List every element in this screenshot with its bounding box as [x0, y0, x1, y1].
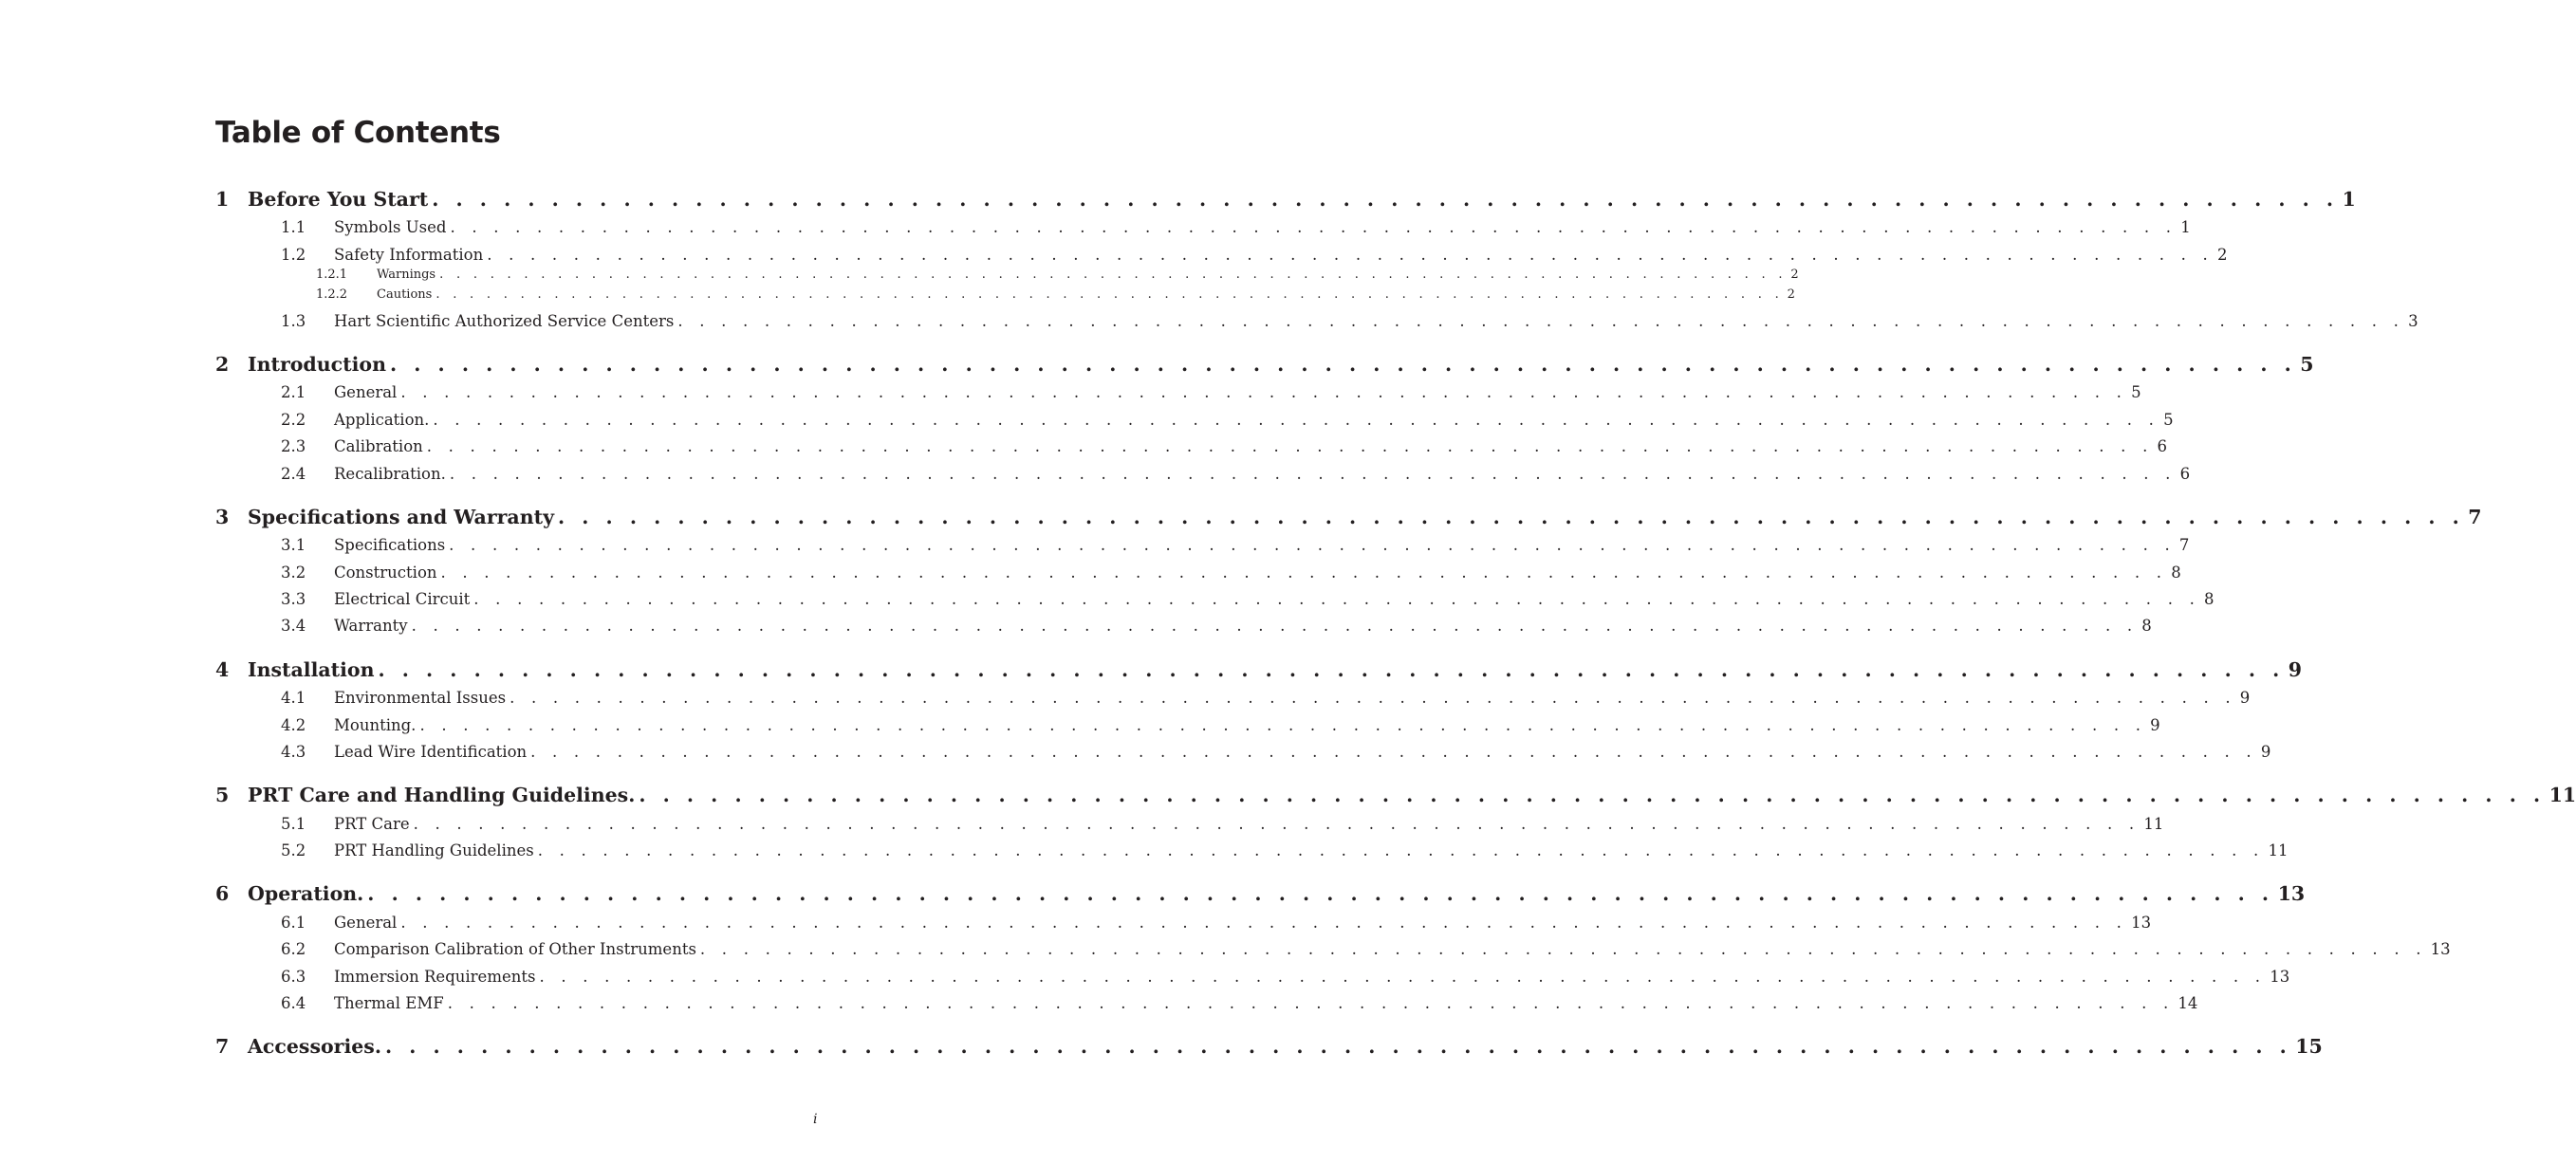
toc-entry-3-1[interactable]: [281, 534, 2190, 557]
toc-entry-title: Immersion Requirements: [334, 968, 536, 986]
toc-entry-title: Cautions: [377, 287, 433, 302]
toc-leader-dots: . . . . . . . . . . . . . . . . . . . . . . . . . . . . . . . . . . . . . . . . . . . . . . . . . . . . . . . . . . . . . . . . . . . . . . . . . . . . . . . .: [436, 287, 1784, 302]
toc-leader-dots: . . . . . . . . . . . . . . . . . . . . . . . . . . . . . . . . . . . . . . . . . . . . . . . . . . . . . . . . . . . . . . . . . . . . . . . . . . . . . . . .: [677, 312, 2405, 330]
toc-leader-dots: . . . . . . . . . . . . . . . . . . . . . . . . . . . . . . . . . . . . . . . . . . . . . . . . . . . . . . . . . . . . . . . . . . . . . . . . . . . . . . . .: [449, 465, 2177, 483]
toc-entry-title: Comparison Calibration of Other Instruments: [334, 940, 696, 958]
toc-entry-2-2[interactable]: [281, 409, 2174, 432]
toc-entry-title: Warranty: [334, 617, 408, 635]
toc-entry-page: 6: [2179, 465, 2191, 483]
toc-entry-number: 1.2: [281, 246, 306, 264]
toc-entry-title: Specifications and Warranty: [248, 506, 554, 528]
toc-leader-dots: . . . . . . . . . . . . . . . . . . . . . . . . . . . . . . . . . . . . . . . . . . . . . . . . . . . . . . . . . . . . . . . . . . . . . . . . . . . . . . . .: [510, 689, 2236, 707]
toc-entry-page: 13: [2430, 940, 2451, 958]
toc-entry-page: 7: [2178, 536, 2190, 554]
toc-entry-1-2-1[interactable]: [316, 267, 1799, 284]
toc-entry-number: 6.3: [281, 968, 306, 986]
toc-entry-number: 5.2: [281, 841, 306, 859]
toc-leader-dots: . . . . . . . . . . . . . . . . . . . . . . . . . . . . . . . . . . . . . . . . . . . . . . . . . . . . . . . . . . . . . . . . . . . . . . . . . . . . . . . .: [419, 716, 2147, 734]
toc-entry-3-4[interactable]: [281, 615, 2152, 637]
toc-entry-page: 9: [2239, 689, 2251, 707]
toc-entry-number: 3: [215, 506, 230, 528]
toc-entry-5[interactable]: [215, 782, 2576, 808]
toc-entry-4-3[interactable]: [281, 741, 2271, 764]
toc-entry-2-1[interactable]: [281, 381, 2141, 404]
toc-entry-5-1[interactable]: [281, 813, 2164, 836]
toc-entry-6[interactable]: [215, 880, 2306, 907]
toc-entry-title: Lead Wire Identification: [334, 743, 528, 761]
toc-entry-title: Calibration: [334, 437, 423, 455]
toc-entry-title: PRT Care: [334, 815, 410, 833]
toc-leader-dots: . . . . . . . . . . . . . . . . . . . . . . . . . . . . . . . . . . . . . . . . . . . . . . . . . . . . . . . . . . . . . . . . . . . . . . . . . . . . . . . .: [530, 743, 2257, 761]
toc-entry-title: General: [334, 383, 398, 401]
toc-entry-title: Mounting.: [334, 716, 417, 734]
toc-entry-page: 2: [2216, 246, 2228, 264]
toc-entry-page: 13: [2277, 882, 2306, 905]
toc-entry-4-1[interactable]: [281, 687, 2251, 710]
toc-leader-dots: . . . . . . . . . . . . . . . . . . . . . . . . . . . . . . . . . . . . . . . . . . . . . . . . . . . . . . . . . . . . . . . . . . . . . . . . . . . . . . . .: [440, 564, 2168, 582]
toc-entry-number: 6.1: [281, 914, 306, 932]
toc-leader-dots: . . . . . . . . . . . . . . . . . . . . . . . . . . . . . . . . . . . . . . . . . . . . . . . . . . . . . . . . . . . . . . . . . . . . . . . . . . . . . . . .: [447, 994, 2175, 1012]
toc-leader-dots: . . . . . . . . . . . . . . . . . . . . . . . . . . . . . . . . . . . . . . . . . . . . . . . . . . . . . . . . . . . . . . . . . . . . . . . . . . . . . . . .: [400, 383, 2128, 401]
toc-entry-number: 2.1: [281, 383, 306, 401]
toc-entry-title: Before You Start: [248, 188, 429, 211]
toc-entry-title: Application.: [334, 411, 430, 429]
toc-leader-dots: . . . . . . . . . . . . . . . . . . . . . . . . . . . . . . . . . . . . . . . . . . . . . . . . . . . . . . . . . . . . . . . . . . . . . . . . . . . . . . . .: [487, 246, 2214, 264]
toc-entry-page: 9: [2288, 658, 2303, 681]
toc-entry-1-3[interactable]: [281, 310, 2418, 333]
toc-entry-6-4[interactable]: [281, 992, 2198, 1015]
toc-entry-page: 3: [2408, 312, 2418, 330]
toc-leader-dots: . . . . . . . . . . . . . . . . . . . . . . . . . . . . . . . . . . . . . . . . . . . . . . . . . . . . . . . . . . . . . . . . . . . . . . . . . . . . . . . .: [537, 841, 2265, 859]
toc-entry-number: 1.2.2: [316, 287, 348, 302]
toc-leader-dots: . . . . . . . . . . . . . . . . . . . . . . . . . . . . . . . . . . . . . . . . . . . . . . . . . . . . . . . . . . . . . . . . . . . . . . . . . . . . . . . .: [639, 784, 2546, 806]
toc-entry-title: PRT Handling Guidelines: [334, 841, 534, 859]
toc-entry-1-2[interactable]: [281, 244, 2228, 267]
toc-leader-dots: . . . . . . . . . . . . . . . . . . . . . . . . . . . . . . . . . . . . . . . . . . . . . . . . . . . . . . . . . . . . . . . . . . . . . . . . . . . . . . . .: [539, 968, 2267, 986]
toc-entry-page: 5: [2300, 353, 2314, 376]
toc-entry-6-2[interactable]: [281, 938, 2451, 961]
toc-entry-number: 5.1: [281, 815, 306, 833]
toc-entry-2-4[interactable]: [281, 463, 2191, 486]
toc-entry-number: 6.4: [281, 994, 306, 1012]
toc-entry-title: Safety Information: [334, 246, 484, 264]
toc-entry-1-2-2[interactable]: [316, 286, 1795, 304]
toc-entry-number: 6.2: [281, 940, 306, 958]
toc-entry-number: 2.4: [281, 465, 306, 483]
toc-entry-2[interactable]: [215, 351, 2314, 378]
toc-entry-number: 5: [215, 784, 230, 806]
toc-leader-dots: . . . . . . . . . . . . . . . . . . . . . . . . . . . . . . . . . . . . . . . . . . . . . . . . . . . . . . . . . . . . . . . . . . . . . . . . . . . . . . . .: [426, 437, 2154, 455]
toc-entry-number: 4.1: [281, 689, 306, 707]
toc-entry-page: 11: [2268, 841, 2289, 859]
toc-leader-dots: . . . . . . . . . . . . . . . . . . . . . . . . . . . . . . . . . . . . . . . . . . . . . . . . . . . . . . . . . . . . . . . . . . . . . . . . . . . . . . . .: [449, 536, 2176, 554]
toc-entry-number: 2.2: [281, 411, 306, 429]
toc-entry-page: 8: [2141, 617, 2152, 635]
page-title: Table of Contents: [215, 116, 501, 150]
toc-entry-1[interactable]: [215, 186, 2356, 212]
toc-entry-number: 3.2: [281, 564, 306, 582]
toc-entry-page: 2: [1787, 287, 1795, 302]
toc-entry-number: 7: [215, 1035, 230, 1058]
toc-entry-page: 9: [2150, 716, 2160, 734]
toc-entry-title: Installation: [248, 658, 375, 681]
toc-leader-dots: . . . . . . . . . . . . . . . . . . . . . . . . . . . . . . . . . . . . . . . . . . . . . . . . . . . . . . . . . . . . . . . . . . . . . . . . . . . . . . . .: [378, 658, 2285, 681]
toc-entry-title: Accessories.: [248, 1035, 381, 1058]
toc-entry-page: 8: [2171, 564, 2181, 582]
toc-leader-dots: . . . . . . . . . . . . . . . . . . . . . . . . . . . . . . . . . . . . . . . . . . . . . . . . . . . . . . . . . . . . . . . . . . . . . . . . . . . . . . . .: [400, 914, 2128, 932]
toc-entry-page: 15: [2295, 1035, 2323, 1058]
page-folio: i: [813, 1112, 818, 1127]
toc-leader-dots: . . . . . . . . . . . . . . . . . . . . . . . . . . . . . . . . . . . . . . . . . . . . . . . . . . . . . . . . . . . . . . . . . . . . . . . . . . . . . . . .: [473, 590, 2201, 608]
toc-entry-page: 7: [2468, 506, 2482, 528]
toc-entry-3-3[interactable]: [281, 588, 2215, 611]
toc-leader-dots: . . . . . . . . . . . . . . . . . . . . . . . . . . . . . . . . . . . . . . . . . . . . . . . . . . . . . . . . . . . . . . . . . . . . . . . . . . . . . . . .: [384, 1035, 2292, 1058]
toc-entry-number: 4: [215, 658, 230, 681]
toc-entry-6-3[interactable]: [281, 966, 2290, 988]
toc-entry-title: Symbols Used: [334, 218, 447, 236]
toc-entry-page: 5: [2131, 383, 2141, 401]
toc-entry-title: Environmental Issues: [334, 689, 507, 707]
toc-entry-number: 3.1: [281, 536, 306, 554]
toc-entry-number: 1.3: [281, 312, 306, 330]
toc-entry-page: 1: [2180, 218, 2191, 236]
toc-entry-number: 3.3: [281, 590, 306, 608]
toc-entry-4-2[interactable]: [281, 714, 2160, 737]
toc-entry-6-1[interactable]: [281, 912, 2152, 934]
toc-entry-3[interactable]: [215, 504, 2482, 530]
toc-entry-number: 1.1: [281, 218, 306, 236]
toc-entry-title: PRT Care and Handling Guidelines.: [248, 784, 636, 806]
toc-leader-dots: . . . . . . . . . . . . . . . . . . . . . . . . . . . . . . . . . . . . . . . . . . . . . . . . . . . . . . . . . . . . . . . . . . . . . . . . . . . . . . . .: [432, 188, 2339, 211]
toc-entry-title: Thermal EMF: [334, 994, 444, 1012]
toc-leader-dots: . . . . . . . . . . . . . . . . . . . . . . . . . . . . . . . . . . . . . . . . . . . . . . . . . . . . . . . . . . . . . . . . . . . . . . . . . . . . . . . .: [390, 353, 2297, 376]
toc-entry-number: 4.2: [281, 716, 306, 734]
toc-entry-title: Recalibration.: [334, 465, 446, 483]
toc-entry-3-2[interactable]: [281, 562, 2181, 584]
toc-entry-number: 4.3: [281, 743, 306, 761]
toc-entry-7[interactable]: [215, 1033, 2323, 1060]
toc-entry-5-2[interactable]: [281, 840, 2289, 862]
toc-entry-title: Introduction: [248, 353, 386, 376]
toc-entry-title: Operation.: [248, 882, 364, 905]
toc-entry-title: General: [334, 914, 398, 932]
toc-entry-title: Hart Scientific Authorized Service Centers: [334, 312, 675, 330]
toc-entry-page: 6: [2157, 437, 2168, 455]
toc-entry-title: Specifications: [334, 536, 446, 554]
toc-entry-page: 2: [1790, 268, 1799, 282]
toc-leader-dots: . . . . . . . . . . . . . . . . . . . . . . . . . . . . . . . . . . . . . . . . . . . . . . . . . . . . . . . . . . . . . . . . . . . . . . . . . . . . . . . .: [558, 506, 2465, 528]
toc-leader-dots: . . . . . . . . . . . . . . . . . . . . . . . . . . . . . . . . . . . . . . . . . . . . . . . . . . . . . . . . . . . . . . . . . . . . . . . . . . . . . . . .: [450, 218, 2178, 236]
toc-entry-page: 5: [2163, 411, 2174, 429]
toc-entry-number: 2: [215, 353, 230, 376]
toc-leader-dots: . . . . . . . . . . . . . . . . . . . . . . . . . . . . . . . . . . . . . . . . . . . . . . . . . . . . . . . . . . . . . . . . . . . . . . . . . . . . . . . .: [699, 940, 2427, 958]
toc-leader-dots: . . . . . . . . . . . . . . . . . . . . . . . . . . . . . . . . . . . . . . . . . . . . . . . . . . . . . . . . . . . . . . . . . . . . . . . . . . . . . . . .: [433, 411, 2160, 429]
toc-entry-number: 1: [215, 188, 230, 211]
toc-entry-number: 6: [215, 882, 230, 905]
toc-entry-page: 14: [2178, 994, 2198, 1012]
toc-leader-dots: . . . . . . . . . . . . . . . . . . . . . . . . . . . . . . . . . . . . . . . . . . . . . . . . . . . . . . . . . . . . . . . . . . . . . . . . . . . . . . . .: [413, 815, 2140, 833]
toc-entry-page: 9: [2260, 743, 2271, 761]
toc-entry-page: 1: [2342, 188, 2356, 211]
toc-entry-page: 13: [2131, 914, 2152, 932]
toc-leader-dots: . . . . . . . . . . . . . . . . . . . . . . . . . . . . . . . . . . . . . . . . . . . . . . . . . . . . . . . . . . . . . . . . . . . . . . . . . . . . . . . .: [439, 268, 1788, 282]
toc-entry-title: Construction: [334, 564, 437, 582]
toc-entry-2-3[interactable]: [281, 435, 2168, 458]
toc-entry-page: 11: [2548, 784, 2576, 806]
toc-entry-4[interactable]: [215, 656, 2303, 683]
toc-entry-page: 8: [2204, 590, 2215, 608]
toc-entry-number: 1.2.1: [316, 268, 348, 282]
toc-entry-title: Electrical Circuit: [334, 590, 471, 608]
toc-entry-1-1[interactable]: [281, 216, 2191, 239]
toc-leader-dots: . . . . . . . . . . . . . . . . . . . . . . . . . . . . . . . . . . . . . . . . . . . . . . . . . . . . . . . . . . . . . . . . . . . . . . . . . . . . . . . .: [367, 882, 2274, 905]
toc-entry-page: 13: [2270, 968, 2290, 986]
toc-entry-number: 2.3: [281, 437, 306, 455]
toc-entry-title: Warnings: [377, 268, 436, 282]
toc-entry-number: 3.4: [281, 617, 306, 635]
toc-entry-page: 11: [2143, 815, 2164, 833]
toc-leader-dots: . . . . . . . . . . . . . . . . . . . . . . . . . . . . . . . . . . . . . . . . . . . . . . . . . . . . . . . . . . . . . . . . . . . . . . . . . . . . . . . .: [411, 617, 2139, 635]
